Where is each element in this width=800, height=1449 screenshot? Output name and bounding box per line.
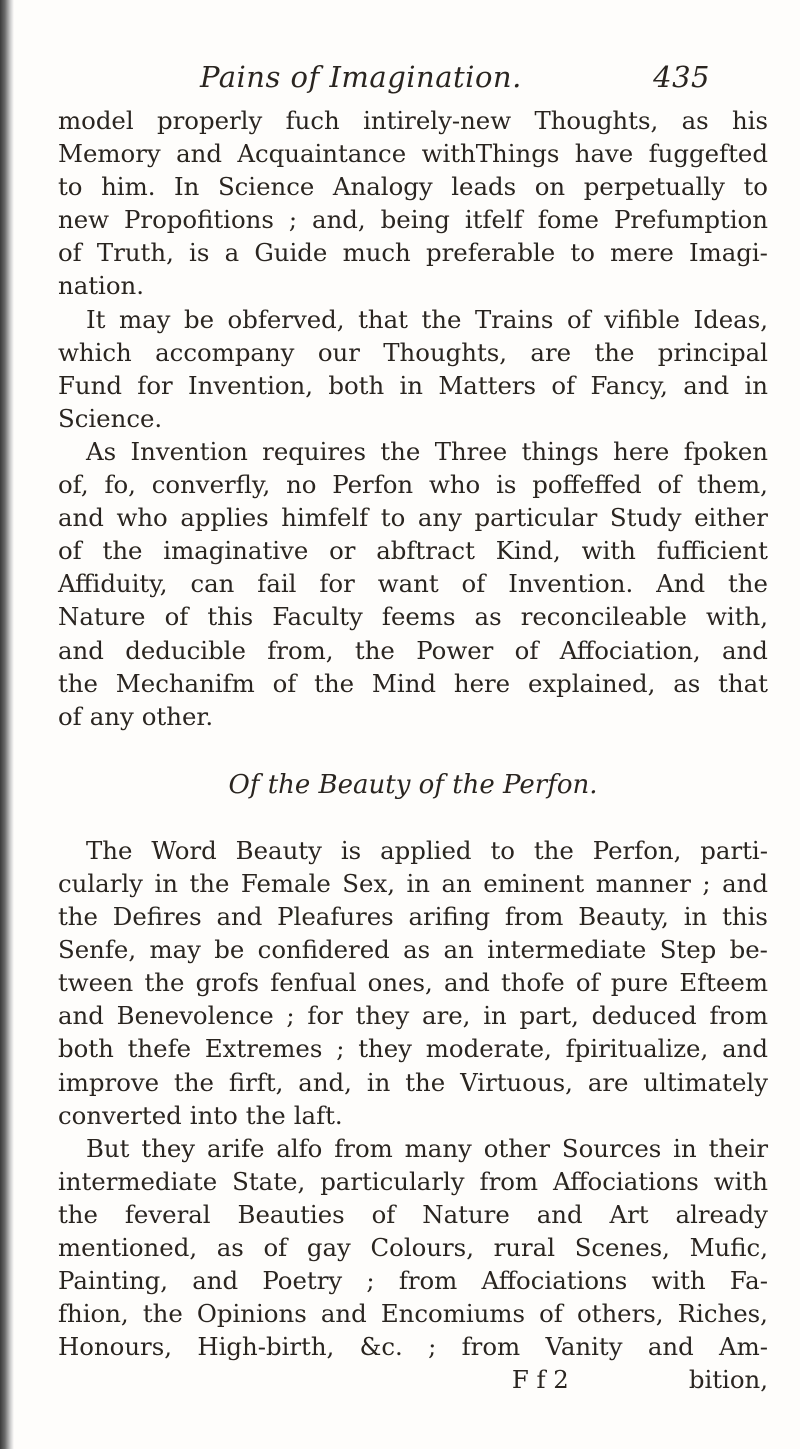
text-line: to him. In Science Analogy leads on perpetually to [58,172,768,202]
text-line: tween the grofs fenfual ones, and thofe of pure Efteem [58,968,768,998]
text-line: both thefe Extremes ; they moderate, fpiritualize, and [58,1034,768,1064]
running-head-title: Pains of Imagination. [200,60,522,94]
text-line: model properly fuch intirely-new Thoughts, as his [58,106,768,135]
text-line: of Truth, is a Guide much preferable to mere Imagi- [58,238,768,268]
text-line: and deducible from, the Power of Affociation, and [58,635,768,665]
text-line: Memory and Acquaintance withThings have fuggefted [58,139,768,169]
text-line: intermediate State, particularly from Affociations with [58,1166,768,1196]
page-number: 435 [653,60,710,94]
text-line: the Defires and Pleafures arifing from Beauty, in this [58,902,768,932]
text-line: It may be obferved, that the Trains of vifible Ideas, [86,304,768,334]
catchword: bition, [688,1365,768,1395]
text-line: the feveral Beauties of Nature and Art already [58,1199,768,1229]
text-line: new Propofitions ; and, being itfelf fome Prefumption [58,205,768,235]
running-head [200,60,710,94]
text-line: Science. [58,403,163,433]
text-line: cularly in the Female Sex, in an eminent manner ; and [58,868,768,898]
section-heading: Of the Beauty of the Perfon. [228,769,598,800]
text-line: of any other. [58,701,214,731]
text-line: Senfe, may be confidered as an intermediate Step be- [58,935,768,965]
text-line: the Mechanifm of the Mind here explained, as that [58,668,768,698]
text-line: Painting, and Poetry ; from Affociations with Fa- [58,1266,768,1296]
text-line: and who applies himfelf to any particular Study either [58,503,768,533]
text-line: Nature of this Faculty feems as reconcileable with, [58,602,768,632]
text-line: and Benevolence ; for they are, in part, deduced from [58,1001,768,1031]
text-line: fhion, the Opinions and Encomiums of others, Riches, [58,1299,768,1329]
page-binding-shadow [0,0,14,1449]
text-line: Fund for Invention, both in Matters of Fancy, and in [58,370,768,400]
text-line: As Invention requires the Three things here fpoken [86,436,768,466]
page-footer [58,1363,768,1396]
text-line: of the imaginative or abftract Kind, with fufficient [58,536,768,566]
text-line: But they arife alfo from many other Sources in their [86,1133,768,1163]
text-line: Honours, High-birth, &c. ; from Vanity and Am- [58,1332,768,1362]
body-text [58,104,768,1396]
text-line: converted into the laft. [58,1100,343,1130]
text-line: improve the firft, and, in the Virtuous, are ultimately [58,1067,768,1097]
signature-mark: F f 2 [511,1365,569,1395]
text-line: nation. [58,271,144,301]
text-line: mentioned, as of gay Colours, rural Scenes, Mufic, [58,1233,768,1262]
text-line: of, fo, converfly, no Perfon who is poffeffed of them, [58,470,768,500]
text-line: Affiduity, can fail for want of Invention. And the [58,569,768,599]
text-line: The Word Beauty is applied to the Perfon, parti- [86,835,768,865]
text-line: which accompany our Thoughts, are the principal [58,337,768,367]
